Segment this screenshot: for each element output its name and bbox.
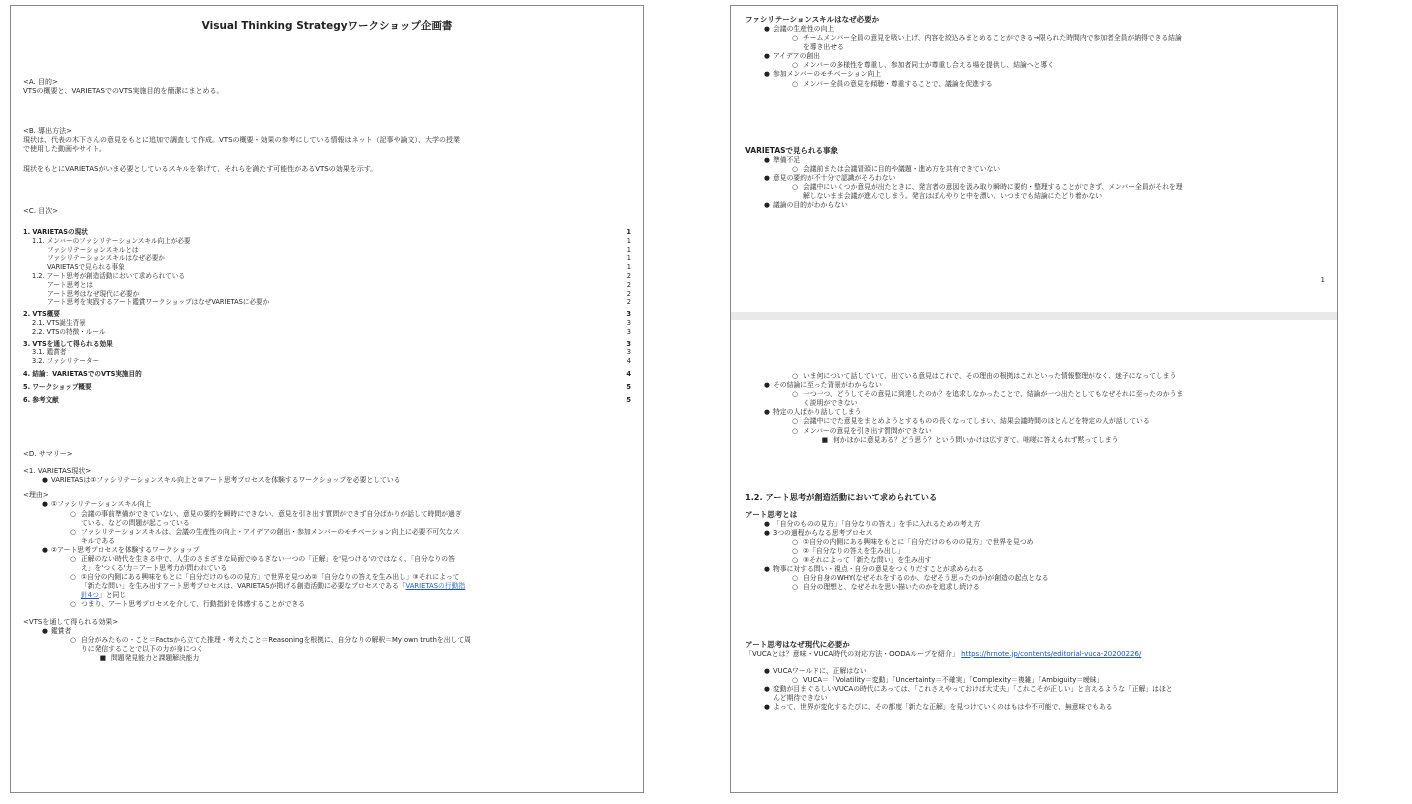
- list-item: ● VARIETASは①ファシリテーションスキル向上と②アート思考プロセスを体験するワークショップを必要としている: [42, 476, 401, 485]
- toc-entry[interactable]: 3.1. 鑑賞者 3: [32, 348, 631, 357]
- section-b-text-2: 現状をもとにVARIETASがいま必要としているスキルを挙げて、それらを満たす可能性があるVTSの効果を示す。: [23, 164, 378, 173]
- section-c-heading: <C. 目次>: [23, 207, 59, 215]
- bullet-icon: ●: [764, 381, 770, 390]
- bullet-icon: ●: [764, 519, 770, 528]
- bullet-icon: ●: [42, 545, 48, 554]
- toc-entry[interactable]: アート思考を実践するアート鑑賞ワークショップはなぜVARIETASに必要か 2: [47, 298, 631, 307]
- toc-entry[interactable]: 3.2. ファシリテーター 4: [32, 357, 631, 366]
- section-b-text-line: 現状は、代表の木下さんの意見をもとに追加で調査して作成。VTSの概要・効果の参考にしている情報はネット（記事や論文）、大学の授業: [23, 135, 461, 144]
- reference-link[interactable]: https://hrnote.jp/contents/editorial-vuca-20200226/: [961, 649, 1142, 658]
- bullet-icon: ●: [42, 626, 48, 635]
- bullet-icon: ●: [764, 408, 770, 417]
- list-item-continuation: を導き出せる: [803, 43, 844, 52]
- list-item-continuation: え」を'つくる'力＝アート思考力が問われている: [81, 564, 228, 573]
- circle-bullet-icon: ○: [792, 79, 798, 88]
- circle-bullet-icon: ○: [792, 547, 798, 556]
- circle-bullet-icon: ○: [70, 600, 76, 609]
- section-a-text: VTSの概要と、VARIETASでのVTS実施目的を簡潔にまとめる。: [23, 87, 224, 95]
- bullet-icon: ●: [764, 565, 770, 574]
- circle-bullet-icon: ○: [70, 635, 76, 644]
- toc-entry[interactable]: 6. 参考文献 5: [23, 395, 631, 404]
- circle-bullet-icon: ○: [70, 573, 76, 582]
- list-item: ■ 何かほかに意見ある？どう思う？という問いかけは広すぎて、咄嗟に答えられず黙ってしまう: [821, 435, 1119, 444]
- circle-bullet-icon: ○: [792, 61, 798, 70]
- page-1: [731, 6, 1337, 312]
- toc-entry[interactable]: ファシリテーションスキルはなぜ必要か 1: [47, 254, 631, 263]
- reason-heading: <理由>: [23, 491, 49, 500]
- document-page-right[interactable]: [730, 5, 1338, 793]
- circle-bullet-icon: ○: [792, 417, 798, 426]
- list-item: ● その結論に至った背景がわからない: [764, 381, 882, 390]
- circle-bullet-icon: ○: [792, 574, 798, 583]
- toc-entry[interactable]: 1.1. メンバーのファシリテーションスキル向上が必要 1: [32, 236, 631, 245]
- list-item: ○ ③それによって「新たな問い」を生み出す: [792, 556, 932, 565]
- section-a-heading: <A. 目的>: [23, 78, 58, 86]
- toc-entry[interactable]: 1.2. アート思考が創造活動において求められている 2: [32, 271, 631, 280]
- list-item: ● 物事に対する問い・視点・自分の意見をつくりだすことが求められる: [764, 565, 984, 574]
- list-item: ● ②アート思考プロセスを体験するワークショップ: [42, 545, 200, 554]
- list-item: ○ チームメンバー全員の意見を吸い上げ、内容を絞込みまとめることができる→限られた時間内で参加者全員が納得できる結論: [792, 34, 1182, 43]
- toc-entry[interactable]: アート思考はなぜ現代に必要か 2: [47, 289, 631, 298]
- list-item: ● VUCAワールドに、正解はない: [764, 667, 867, 675]
- list-item: ○ メンバーの多様性を尊重し、参加者同士が尊重し合える場を提供し、結論へと導く: [792, 61, 1055, 70]
- list-item: ○ 会議前または会議冒頭に目的や議題・進め方を共有できていない: [792, 164, 1001, 173]
- square-bullet-icon: ■: [99, 653, 107, 662]
- list-item: ○ ファシリテーションスキルは、会議の生産性の向上・アイデアの創出・参加メンバーのモチベーション向上に必要不可欠なス: [70, 527, 460, 536]
- bullet-icon: ●: [764, 703, 770, 712]
- list-item: ○ ①自分の内側にある興味をもとに「自分だけのものの見方」で世界を見つめ: [792, 537, 1034, 546]
- reference-line: 「VUCAとは？意味・VUCA時代の対応方法・OODAループを紹介」 https://hrnote.jp/contents/editorial-vuca-20200226/: [745, 649, 1142, 658]
- table-of-contents: [23, 228, 631, 404]
- circle-bullet-icon: ○: [792, 182, 798, 191]
- document-page-left: [10, 5, 644, 793]
- list-item: ● よって、世界が変化するたびに、その都度「新たな正解」を見つけていくのはもはや不可能で、無意味でもある: [764, 703, 1113, 712]
- bullet-icon: ●: [764, 667, 770, 675]
- page-break: [731, 312, 1337, 320]
- circle-bullet-icon: ○: [792, 583, 798, 592]
- list-item: ○ 一つ一つ、どうしてその意見に到達したのか？を追求しなかったことで、結論が一つ出たとしてもなぜそれに至ったのかうま: [792, 390, 1184, 399]
- bullet-icon: ●: [42, 476, 48, 485]
- subsection-heading: アート思考はなぜ現代に必要か: [745, 639, 850, 649]
- list-item: ● 準備不足: [764, 155, 801, 164]
- square-bullet-icon: ■: [821, 435, 829, 444]
- circle-bullet-icon: ○: [792, 537, 798, 546]
- action-guideline-link[interactable]: 針4つ: [81, 591, 99, 600]
- list-item-continuation: ている、などの問題が起こっている: [81, 518, 190, 527]
- circle-bullet-icon: ○: [792, 372, 798, 380]
- list-item: ○ 正解のない時代を生きる中で、人生のさまざまな局面でゆるぎない一つの「正解」を'見つける'のではなく、「自分なりの答: [70, 555, 455, 563]
- section-heading: VARIETASで見られる事象: [745, 145, 839, 155]
- section-b-text-line: で使用した動画やサイト。: [23, 145, 106, 153]
- page-2: [731, 320, 1337, 792]
- list-item-continuation: りに発信することで以下の力が身につく: [81, 644, 204, 653]
- list-item: ○ 自分の理想と、なぜそれを思い描いたのかを追求し続ける: [792, 583, 980, 592]
- list-item: ● 鑑賞者: [42, 626, 72, 635]
- circle-bullet-icon: ○: [70, 509, 76, 518]
- section-heading: ファシリテーションスキルはなぜ必要か: [745, 15, 880, 24]
- list-item: ● 議論の目的がわからない: [764, 201, 848, 210]
- toc-entry[interactable]: 5. ワークショップ概要 5: [23, 382, 631, 391]
- toc-entry[interactable]: 2. VTS概要 3: [23, 310, 631, 319]
- action-guideline-link[interactable]: VARIETASの行動指: [405, 582, 466, 591]
- toc-entry[interactable]: 2.2. VTSの特徴・ルール 3: [32, 327, 631, 336]
- subsection-heading: アート思考とは: [745, 509, 798, 519]
- bullet-icon: ●: [764, 70, 770, 79]
- list-item: ○ 自分がみたもの・こと＝Factsから立てた推理・考えたこと＝Reasoningを根拠に、自分なりの解釈＝My own truthを出して周: [70, 635, 471, 644]
- circle-bullet-icon: ○: [792, 676, 798, 685]
- list-item: ■ 問題発見能力と課題解決能力: [99, 653, 200, 662]
- list-item-continuation: 「新たな問い」を生み出すアート思考プロセスは、VARIETASが掲げる創造活動に必要なプロセスである「VARIETASの行動指: [81, 582, 466, 591]
- list-item: ● 参加メンバーのモチベーション向上: [764, 70, 882, 79]
- page-number: 1: [1320, 276, 1325, 284]
- list-item: ○ いま何について話していて、出ている意見はこれで、その理由の根拠はこれといった情報整理がなく、迷子になってしまう: [792, 372, 1177, 380]
- toc-entry[interactable]: 2.1. VTS誕生背景 3: [32, 318, 631, 327]
- circle-bullet-icon: ○: [792, 556, 798, 565]
- circle-bullet-icon: ○: [70, 527, 76, 536]
- section-b-heading: <B. 導出方法>: [23, 126, 72, 135]
- list-item: ● 特定の人ばかり話してしまう: [764, 408, 862, 417]
- list-item: ○ ②「自分なりの答えを生み出し」: [792, 547, 905, 556]
- list-item-continuation: んど期待できない: [773, 694, 828, 703]
- list-item: ○ 自分自身のWHY(なぜそれをするのか、なぜそう思ったのか)が創造の起点となる: [792, 574, 1049, 583]
- toc-entry[interactable]: ファシリテーションスキルとは 1: [47, 245, 631, 254]
- circle-bullet-icon: ○: [792, 426, 798, 435]
- bullet-icon: ●: [764, 685, 770, 694]
- list-item-continuation: 針4つ」と同じ: [81, 591, 127, 600]
- list-item: ○ メンバーの意見を引き出す質問ができない: [792, 426, 932, 435]
- circle-bullet-icon: ○: [792, 34, 798, 43]
- section-heading-1-2: 1.2. アート思考が創造活動において求められている: [745, 491, 938, 502]
- list-item: ○ メンバー全員の意見を傾聴・尊重することで、議論を促進する: [792, 79, 993, 88]
- list-item: ○ 会議の事前準備ができていない、意見の要約を瞬時にできない、意見を引き出す質問ができず自分ばかりが話して時間が過ぎ: [70, 509, 462, 518]
- list-item: ○ VUCA＝「Volatility＝変動」「Uncertainty＝不確実」「Complexity＝複雑」「Ambiguity＝曖昧」: [792, 676, 1104, 685]
- list-item-continuation: 解しないまま会議が進んでしまう。発言はぼんやりと中を漂い、いつまでも結論にたどり着かない: [803, 192, 1103, 201]
- bullet-icon: ●: [764, 52, 770, 61]
- list-item: ○ 会議中にいくつか意見が出たときに、発言者の意図を汲み取り瞬時に要約・整理することができず、メンバー全員がそれを理: [792, 182, 1183, 191]
- bullet-icon: ●: [764, 25, 770, 33]
- document-title: Visual Thinking Strategyワークショップ企画書: [201, 20, 453, 32]
- toc-entry[interactable]: 4. 結論：VARIETASでのVTS実施目的 4: [23, 369, 631, 378]
- list-item: ○ ①自分の内側にある興味をもとに「自分だけのものの見方」で世界を見つめ②「自分なりの答えを生み出し」③それによって: [70, 573, 460, 582]
- toc-entry[interactable]: 1. VARIETASの現状 1: [23, 228, 631, 236]
- bullet-icon: ●: [764, 201, 770, 210]
- list-item-continuation: く説明ができない: [803, 399, 858, 408]
- list-item: ● 意見の要約が不十分で認識がそろわない: [764, 173, 896, 182]
- circle-bullet-icon: ○: [792, 164, 798, 173]
- list-item-continuation: キルである: [81, 536, 115, 545]
- list-item: ● 変動が目まぐるしいVUCAの時代にあっては、「これさえやっておけば大丈夫」「これこそが正しい」と言えるような「正解」はほと: [764, 685, 1173, 694]
- circle-bullet-icon: ○: [792, 390, 798, 399]
- list-item: ● 会議の生産性の向上: [764, 25, 835, 33]
- summary-subheading: <1. VARIETAS現状>: [23, 467, 92, 476]
- toc-entry[interactable]: VARIETASで見られる事象 1: [47, 263, 631, 272]
- list-item: ○ つまり、アート思考プロセスを介して、行動指針を体感することができる: [70, 600, 305, 609]
- list-item: ● アイデアの創出: [764, 52, 820, 61]
- bullet-icon: ●: [764, 155, 770, 164]
- effect-heading: <VTSを通して得られる効果>: [23, 617, 119, 626]
- bullet-icon: ●: [42, 500, 48, 509]
- bullet-icon: ●: [764, 528, 770, 537]
- toc-entry[interactable]: アート思考とは 2: [47, 280, 631, 289]
- list-item: ● 「自分のものの見方」「自分なりの答え」を手に入れるための考え方: [764, 519, 981, 528]
- list-item: ● 3つの過程からなる思考プロセス: [764, 528, 873, 537]
- circle-bullet-icon: ○: [70, 555, 76, 563]
- list-item: ● ①ファシリテーションスキル向上: [42, 500, 152, 509]
- toc-entry[interactable]: 3. VTSを通して得られる効果 3: [23, 339, 631, 348]
- list-item: ○ 会議中にでた意見をまとめようとするものの長くなってしまい、結果会議時間のほとんどを特定の人が話している: [792, 417, 1150, 426]
- bullet-icon: ●: [764, 173, 770, 182]
- section-d-heading: <D. サマリー>: [23, 450, 73, 459]
